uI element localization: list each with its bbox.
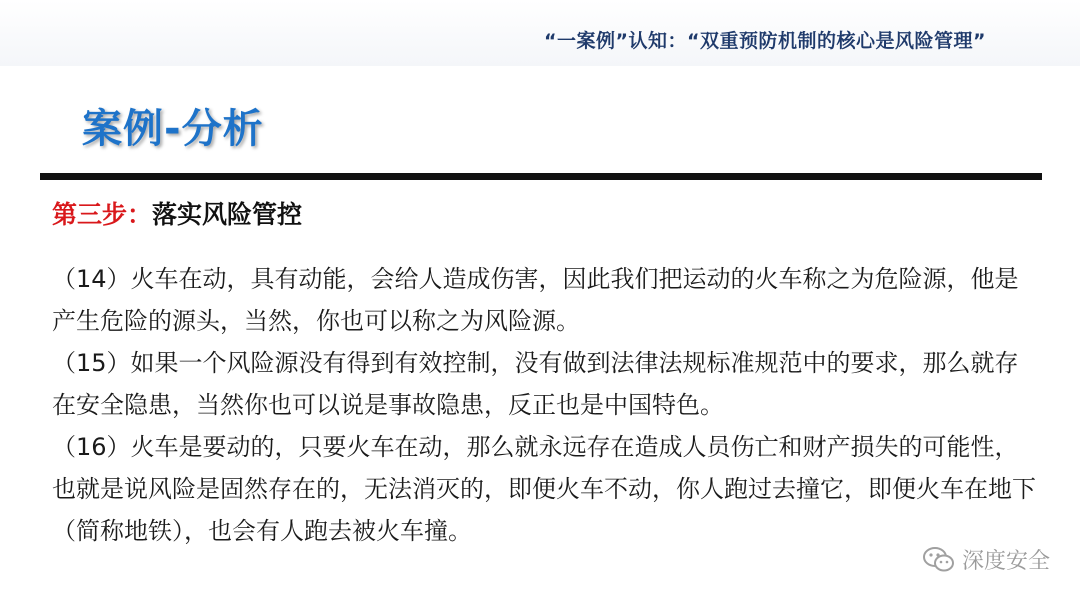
step-heading — [52, 195, 302, 231]
paragraph-15: （15）如果一个风险源没有得到有效控制，没有做到法律法规标准规范中的要求，那么就存在安全隐患，当然你也可以说是事故隐患，反正也是中国特色。 — [52, 349, 1019, 419]
section-title: 案例-分析 — [82, 106, 264, 152]
paragraph-14: （14）火车在动，具有动能，会给人造成伤害，因此我们把运动的火车称之为危险源，他是产生危险的源头，当然，你也可以称之为风险源。 — [52, 265, 1019, 335]
slide-subtitle: “一案例”认知：“双重预防机制的核心是风险管理” — [544, 30, 986, 52]
step-label: 第三步： — [52, 200, 153, 229]
paragraph-16: （16）火车是要动的，只要火车在动，那么就永远存在造成人员伤亡和财产损失的可能性，也就是说风险是固然存在的，无法消灭的，即便火车不动，你人跑过去撞它，即便火车在地下（简称地铁），也会有人跑去被火车撞。 — [52, 433, 1036, 545]
body-text — [52, 258, 1042, 552]
step-text: 落实风险管控 — [152, 200, 303, 229]
divider — [40, 173, 1042, 180]
watermark-text: 深度安全 — [961, 549, 1050, 574]
watermark — [922, 544, 1050, 575]
wechat-icon — [922, 545, 956, 575]
